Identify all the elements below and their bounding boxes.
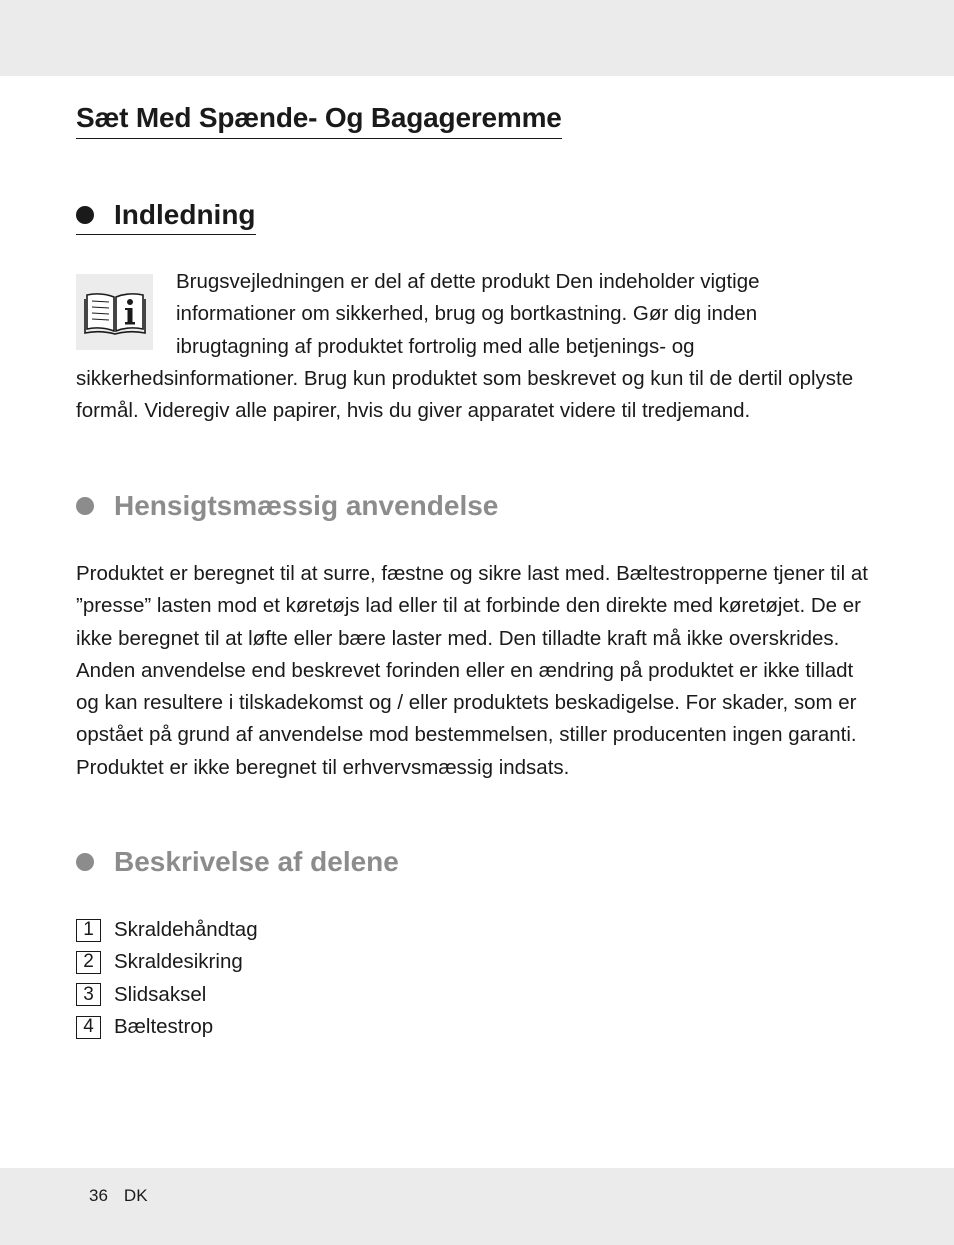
section-heading-label: Beskrivelse af delene: [114, 846, 399, 877]
top-band: [0, 0, 954, 76]
document-title: Sæt Med Spænde- Og Bagageremme: [76, 100, 562, 139]
page-footer: [89, 1186, 148, 1206]
section-heading-intended-use: [76, 488, 498, 524]
list-item: [76, 979, 258, 1011]
part-label: Skraldesikring: [114, 950, 243, 974]
part-number-box: 2: [76, 951, 101, 974]
text-line: formål. Videregiv alle papirer, hvis du giver apparatet videre til tredjemand.: [76, 399, 751, 423]
text-line: Produktet er ikke beregnet til erhvervsmæssig indsats.: [76, 755, 570, 779]
bullet-icon: [76, 853, 94, 871]
section-heading-intro: [76, 197, 256, 235]
page-number: 36: [89, 1186, 108, 1205]
part-number-box: 1: [76, 919, 101, 942]
list-item: [76, 1011, 258, 1043]
text-line: Anden anvendelse end beskrevet forinden eller en ændring på produktet er ikke tilladt: [76, 658, 854, 682]
section-heading-parts: [76, 844, 399, 880]
part-label: Bæltestrop: [114, 1015, 214, 1039]
text-line: informationer om sikkerhed, brug og bortkastning. Gør dig inden: [176, 302, 758, 326]
text-line: Produktet er beregnet til at surre, fæstne og sikre last med. Bæltestropperne tjener til at: [76, 562, 868, 585]
language-code: DK: [123, 1186, 148, 1205]
text-line: sikkerhedsinformationer. Brug kun produktet som beskrevet og kun til de dertil oplyste: [76, 366, 854, 390]
text-line: Brugsvejledningen er del af dette produkt Den indeholder vigtige: [176, 270, 760, 293]
text-line: ibrugtagning af produktet fortrolig med alle betjenings- og: [176, 334, 695, 358]
text-line: ”presse” lasten mod et køretøjs lad eller til at forbinde den direkte med køretøjet. De er: [76, 594, 862, 618]
list-item: [76, 914, 258, 946]
part-number-box: 3: [76, 983, 101, 1006]
section-heading-label: Indledning: [114, 199, 256, 230]
text-line: ikke beregnet til at løfte eller bære laster med. Den tilladte kraft må ikke overskrides.: [76, 626, 840, 650]
list-item: [76, 946, 258, 978]
parts-list: [76, 914, 258, 1043]
section-heading-label: Hensigtsmæssig anvendelse: [114, 490, 499, 521]
part-number-box: 4: [76, 1016, 101, 1039]
part-label: Slidsaksel: [114, 982, 207, 1006]
bullet-icon: [76, 497, 94, 515]
bottom-band: [0, 1168, 954, 1245]
text-line: opstået på grund af anvendelse mod bestemmelsen, stiller producenten ingen garanti.: [76, 723, 857, 747]
text-line: og kan resultere i tilskadekomst og / eller produktets beskadigelse. For skader, som er: [76, 691, 857, 715]
bullet-icon: [76, 206, 94, 224]
intro-paragraph: [76, 266, 876, 427]
intended-use-paragraph: [76, 558, 876, 784]
part-label: Skraldehåndtag: [114, 918, 258, 942]
